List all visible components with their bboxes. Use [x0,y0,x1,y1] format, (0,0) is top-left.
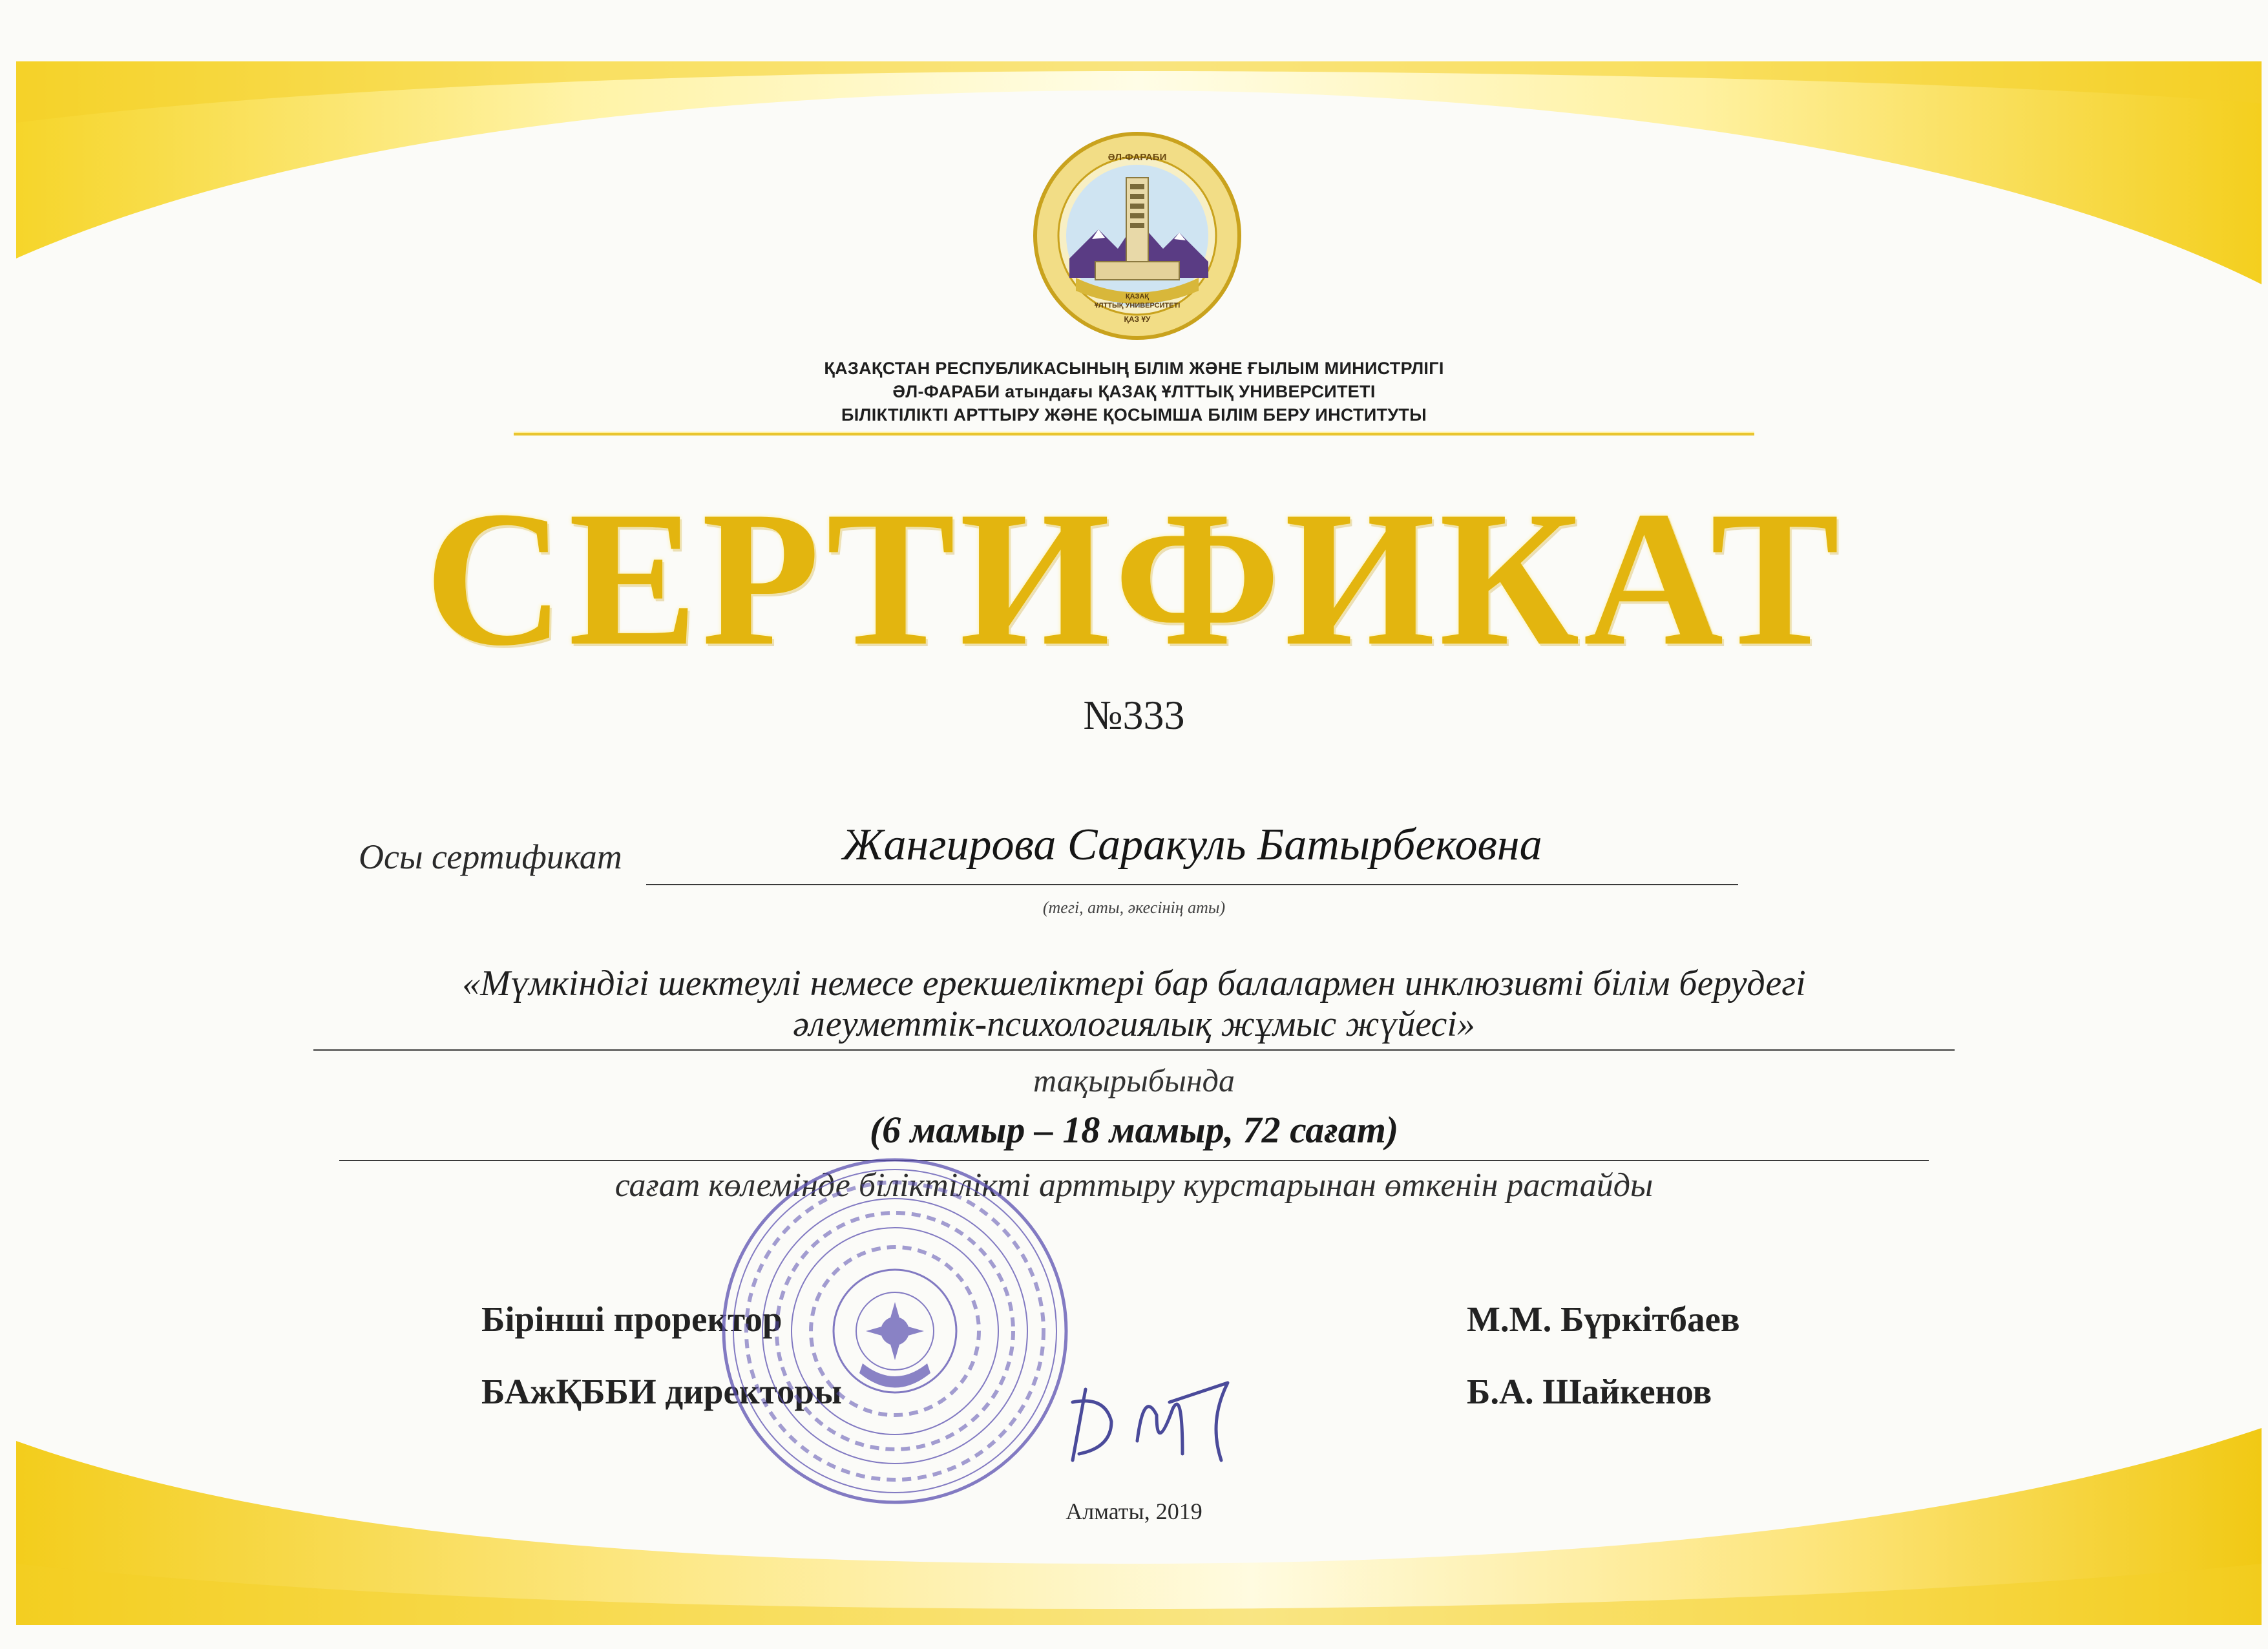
certificate-number: №333 [1083,692,1185,738]
course-title-line-1: «Мүмкіндігі шектеулі немесе ерекшеліктері бар балалармен инклюзивті білім берудегі [462,963,1806,1003]
org-line-ministry: ҚАЗАҚСТАН РЕСПУБЛИКАСЫНЫҢ БІЛІМ ЖӘНЕ ҒЫЛЫМ МИНИСТРЛІГІ [824,359,1444,378]
confirmation-text: сағат көлемінде біліктілікті арттыру курстарынан өткенін растайды [614,1167,1654,1204]
recipient-hint: (тегі, аты, әкесінің аты) [1042,898,1226,917]
intro-text: Осы сертификат [359,837,622,876]
emblem-ring-text-bottom-1: ҚАЗАҚ [1125,293,1150,300]
signatory-position-1: Бірінші проректор [481,1299,782,1339]
place-and-year: Алматы, 2019 [1066,1498,1202,1524]
topic-word: тақырыбында [1033,1062,1235,1098]
emblem-ring-text-top: ӘЛ-ФАРАБИ [1108,152,1167,163]
recipient-underline [646,884,1738,885]
official-stamp [714,1150,1076,1512]
emblem-ring-text-bottom-2: ҰЛТТЫҚ УНИВЕРСИТЕТІ [1094,302,1181,310]
dates-underline [339,1160,1929,1161]
signatory-position-2: БАжҚББИ директоры [481,1372,842,1411]
handwritten-signature [1060,1363,1266,1486]
signatory-name-2: Б.А. Шайкенов [1467,1372,1712,1411]
recipient-name: Жангирова Саракуль Батырбековна [842,820,1542,870]
emblem-abbreviation: ҚАЗ ҰУ [1124,315,1151,324]
signatory-name-1: М.М. Бүркітбаев [1467,1299,1740,1339]
org-line-university: ӘЛ-ФАРАБИ атындағы ҚАЗАҚ ҰЛТТЫҚ УНИВЕРСИТЕТІ [892,382,1376,401]
university-emblem [1031,129,1244,342]
org-line-institute: БІЛІКТІЛІКТІ АРТТЫРУ ЖӘНЕ ҚОСЫМША БІЛІМ БЕРУ ИНСТИТУТЫ [841,405,1427,425]
course-underline [313,1049,1955,1051]
course-dates: (6 мамыр – 18 мамыр, 72 сағат) [869,1109,1399,1151]
course-title-line-2: әлеуметтік-психологиялық жұмыс жүйесі» [793,1004,1475,1044]
certificate-title: СЕРТИФИКАТ [424,471,1844,686]
